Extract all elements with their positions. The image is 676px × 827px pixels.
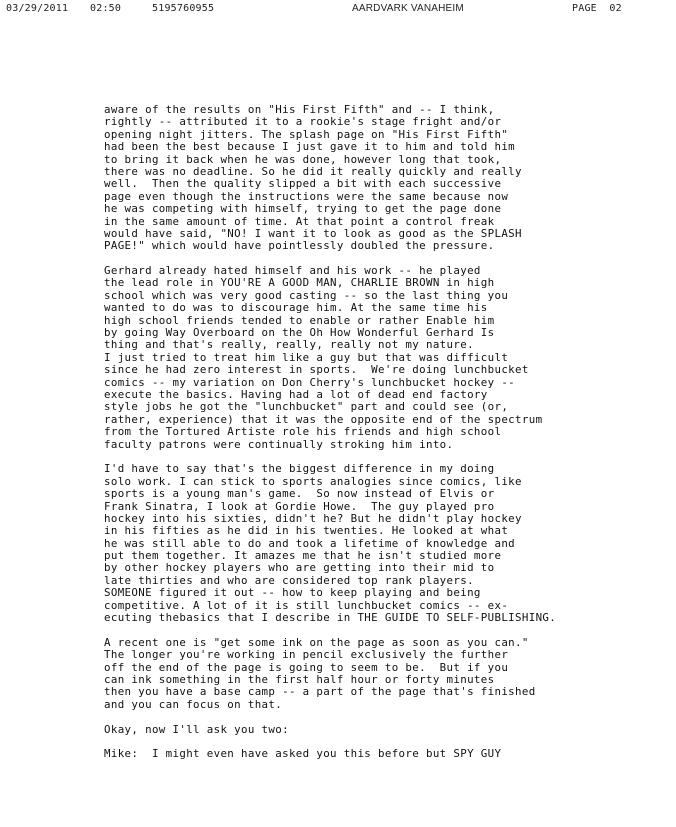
letter-paragraph — [104, 637, 664, 711]
text-line: The longer you're working in pencil exclusively the further — [104, 648, 509, 662]
text-line: A recent one is "get some ink on the page as soon as you can." — [104, 635, 529, 649]
letter-paragraph — [104, 463, 664, 624]
fax-page-label: PAGE — [572, 3, 597, 14]
text-line: there was no deadline. So he did it really quickly and really — [104, 164, 522, 178]
text-line: style jobs he got the "lunchbucket" part and could see (or, — [104, 400, 509, 414]
text-line: from the Tortured Artiste role his friends and high school — [104, 425, 502, 439]
text-line: since he had zero interest in sports. We're doing lunchbucket — [104, 363, 529, 377]
text-line: put them together. It amazes me that he isn't studied more — [104, 549, 502, 563]
fax-time: 02:50 — [90, 3, 122, 14]
text-line: high school friends tended to enable or rather Enable him — [104, 313, 495, 327]
text-line: thing and that's really, really, really not my nature. — [104, 338, 474, 352]
fax-page-number: 02 — [609, 3, 622, 14]
text-line: I just tried to treat him like a guy but that was difficult — [104, 350, 509, 364]
text-line: had been the best because I just gave it to him and told him — [104, 140, 516, 154]
text-line: ecuting thebasics that I describe in THE GUIDE TO SELF-PUBLISHING. — [104, 611, 557, 625]
text-line: off the end of the page is going to seem to be. But if you — [104, 660, 509, 674]
text-line: faculty patrons were continually stroking him into. — [104, 437, 454, 451]
text-line: wanted to do was to discourage him. At the same time his — [104, 301, 488, 315]
text-line: can ink something in the first half hour or forty minutes — [104, 672, 495, 686]
text-line: I'd have to say that's the biggest difference in my doing — [104, 462, 495, 476]
text-line: Gerhard already hated himself and his work -- he played — [104, 264, 481, 278]
text-line: to bring it back when he was done, however long that took, — [104, 152, 502, 166]
text-line: in the same amount of time. At that point a control freak — [104, 214, 495, 228]
text-line: Okay, now I'll ask you two: — [104, 722, 289, 736]
text-line: Mike: I might even have asked you this before but SPY GUY — [104, 747, 502, 761]
text-line: Frank Sinatra, I look at Gordie Howe. The guy played pro — [104, 499, 495, 513]
text-line: then you have a base camp -- a part of the page that's finished — [104, 685, 536, 699]
fax-phone-number: 5195760955 — [152, 3, 215, 14]
text-line: aware of the results on "His First Fifth" and -- I think, — [104, 103, 495, 116]
text-line: rather, experience) that it was the opposite end of the spectrum — [104, 412, 543, 426]
text-line: by other hockey players who are getting into their mid to — [104, 561, 495, 575]
letter-paragraph — [104, 724, 664, 736]
fax-date: 03/29/2011 — [6, 3, 69, 14]
text-line: SOMEONE figured it out -- how to keep playing and being — [104, 586, 481, 600]
fax-page-indicator — [572, 3, 622, 15]
text-line: school which was very good casting -- so the last thing you — [104, 288, 509, 302]
text-line: the lead role in YOU'RE A GOOD MAN, CHARLIE BROWN in high — [104, 276, 495, 290]
text-line: he was competing with himself, trying to get the page done — [104, 202, 502, 216]
text-line: PAGE!" which would have pointlessly doubled the pressure. — [104, 239, 495, 253]
text-line: rightly -- attributed it to a rookie's stage fright and/or — [104, 115, 502, 129]
text-line: competitive. A lot of it is still lunchbucket comics -- ex- — [104, 598, 509, 612]
text-line: execute the basics. Having had a lot of dead end factory — [104, 387, 488, 401]
text-line: by going Way Overboard on the Oh How Wonderful Gerhard Is — [104, 326, 495, 340]
letter-paragraph — [104, 104, 664, 253]
text-line: comics -- my variation on Don Cherry's lunchbucket hockey -- — [104, 375, 516, 389]
text-line: and you can focus on that. — [104, 697, 283, 711]
text-line: solo work. I can stick to sports analogies since comics, like — [104, 474, 522, 488]
letter-paragraph — [104, 748, 664, 760]
text-line: hockey into his sixties, didn't he? But he didn't play hockey — [104, 511, 522, 525]
text-line: sports is a young man's game. So now instead of Elvis or — [104, 487, 495, 501]
text-line: would have said, "NO! I want it to look as good as the SPLASH — [104, 226, 522, 240]
fax-header — [6, 3, 670, 15]
letter-paragraph — [104, 265, 664, 451]
text-line: opening night jitters. The splash page on "His First Fifth" — [104, 127, 509, 141]
text-line: well. Then the quality slipped a bit with each successive — [104, 177, 502, 191]
text-line: in his fifties as he did in his twenties. He looked at what — [104, 524, 509, 538]
text-line: he was still able to do and took a lifetime of knowledge and — [104, 536, 516, 550]
text-line: late thirties and who are considered top rank players. — [104, 573, 474, 587]
text-line: page even though the instructions were the same because now — [104, 189, 509, 203]
fax-sender: AARDVARK VANAHEIM — [352, 3, 464, 14]
letter-body — [104, 104, 664, 773]
